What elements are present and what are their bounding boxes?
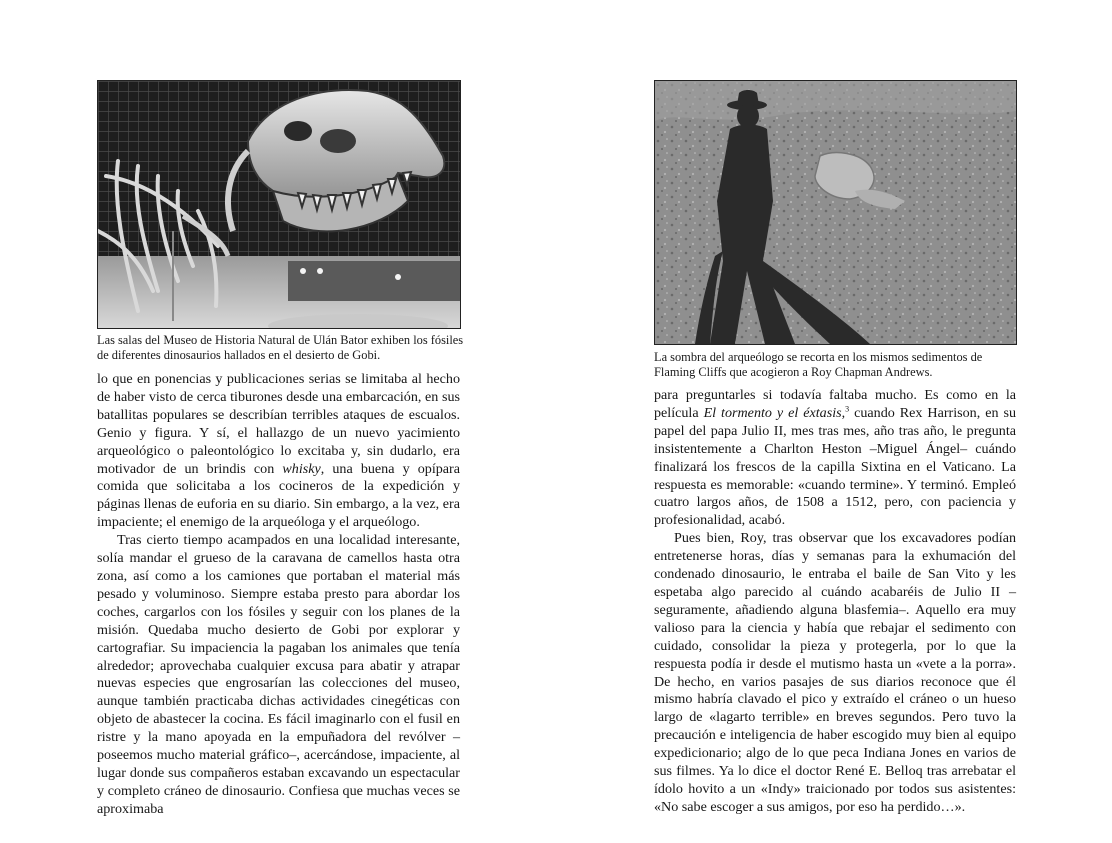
paragraph: Tras cierto tiempo acampados en una localidad interesante, solía mandar el grueso de la caravana de camellos hasta otra zona, así como a los camiones que portaban el material más pesado y voluminoso. Siempre estaba presto para abordar los coches, cargarlos con los fósiles y seguir con los planes de la misión. Quedaba mucho desierto de Gobi por explorar y cartografiar. Su impaciencia la pagaban los animales que tenía alrededor; aprovechaba cualquier excusa para abatir y atrapar nuevas especies que engrosarían las colecciones del museo, aunque también practicaba dichas actividades cinegéticas con objeto de abastecer la cocina. Es fácil imaginarlo con el fusil en ristre y la mano apoyada en la empuñadora del revólver –poseemos mucho material gráfico–, acercándose, impaciente, al lugar donde sus compañeros estaban excavando un espectacular y completo cráneo de dinosaurio. Confiesa que muchas veces se aproximaba	[97, 532, 460, 817]
dinosaur-skeleton-photo	[97, 80, 461, 329]
paragraph: Pues bien, Roy, tras observar que los excavadores podían entretenerse horas, días y semanas para la exhumación del condenado dinosaurio, le entraba el baile de San Vito y les espetaba algo parecido al cuándo acabaréis de Julio II –seguramente, añadiendo alguna blasfemia–. Aquello era muy valioso para la ciencia y había que rebajar el sedimento con cuidado, consolidar la pieza y protegerla, por lo que la respuesta podía ir desde el mutismo hasta un «vete a la porra». De hecho, en varios pasajes de sus diarios reconoce que él mismo habría clavado el pico y extraído el cráneo o un hueso largo de «lagarto terrible» en breves segundos. Pero tuvo la precaución e inteligencia de haber escogido muy bien al equipo expedicionario; algo de lo que peca Indiana Jones en varios de sus filmes. Ya lo dice el doctor René E. Belloq tras arrebatar el ídolo hovito a un «Indy» traicionado por todos sus asistentes: «No sabe escoger a sus amigos, por eso ha perdido…».	[654, 530, 1016, 815]
shadow-of-archaeologist-photo	[654, 80, 1017, 345]
body-text-right	[654, 387, 1016, 817]
body-text-left	[97, 371, 460, 819]
paragraph: lo que en ponencias y publicaciones serias se limitaba al hecho de haber visto de cerca tiburones desde una embarcación, en sus batallitas populares se describían terribles ataques de escualos. Genio y figura. Y sí, el hallazgo de un nuevo yacimiento arqueológico o paleontológico lo excitaba y, sin dudarlo, era motivador de un brindis con whisky, una buena y opípara comida que solicitaba a los cocineros de la expedición y páginas llenas de euforia en su diario. Sin embargo, a la vez, era impaciente; el enemigo de la arqueóloga y el arqueólogo.	[97, 371, 460, 531]
right-page	[556, 0, 1112, 843]
photo-caption: Las salas del Museo de Historia Natural de Ulán Bator exhiben los fósiles de diferentes dinosaurios hallados en el desierto de Gobi.	[97, 333, 464, 362]
paragraph: para preguntarles si todavía faltaba mucho. Es como en la película El tormento y el éxtasis,$^3$ cuando Rex Harrison, en su papel del papa Julio II, mes tras mes, año tras año, le pregunta insistentemente a Charlton Heston –Miguel Ángel– cuándo finalizará los frescos de la capilla Sixtina en el Vaticano. La respuesta es memorable: «cuando termine». Y terminó. Empleó cuatro largos años, de 1508 a 1512, pero, con paciencia y profesionalidad, acabó.	[654, 387, 1016, 529]
film-title: El tormento y el éxtasis	[703, 404, 842, 421]
photo-caption: La sombra del arqueólogo se recorta en los mismos sedimentos de Flaming Cliffs que acogieron a Roy Chapman Andrews.	[654, 350, 983, 379]
shadow-photo-illustration	[655, 81, 1016, 344]
footnote-marker[interactable]: 3	[845, 404, 850, 414]
dinosaur-skeleton-illustration	[98, 81, 460, 328]
